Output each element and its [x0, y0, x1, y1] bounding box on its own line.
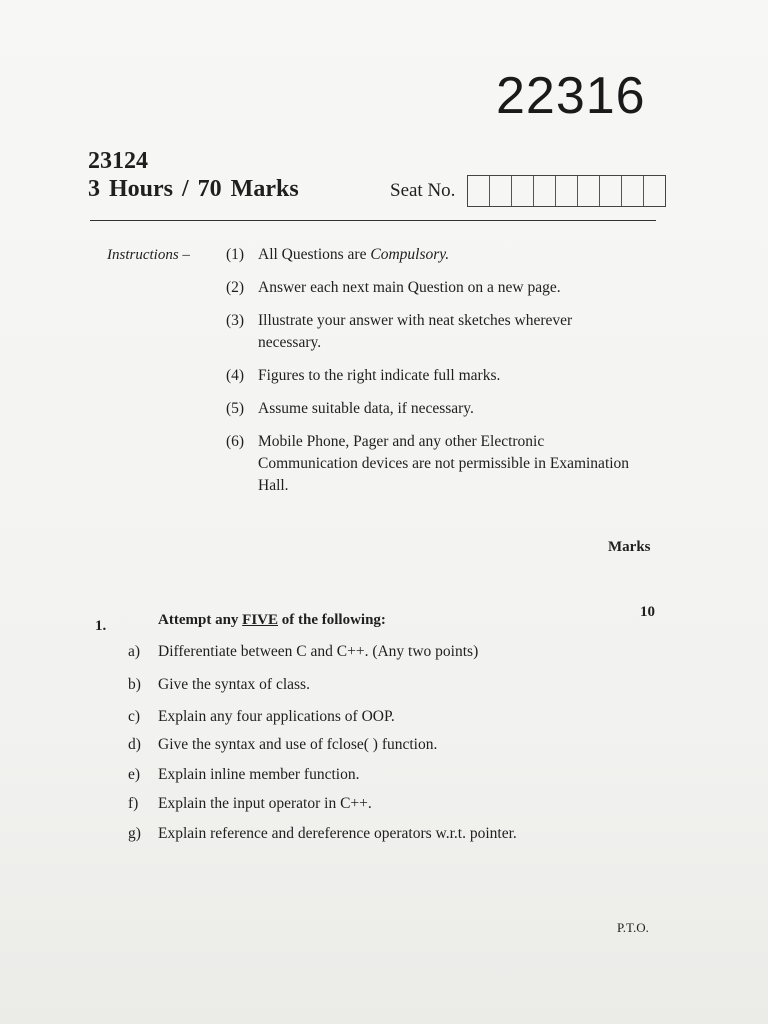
- sub-question: [128, 643, 478, 661]
- question-title-post: of the following:: [278, 612, 386, 628]
- sub-question-text: Explain reference and dereference operators w.r.t. pointer.: [158, 825, 517, 842]
- seat-number-boxes[interactable]: [467, 175, 666, 207]
- sub-question-text: Explain the input operator in C++.: [158, 795, 372, 812]
- question-title-emphasis: FIVE: [242, 612, 278, 628]
- instruction-number: (5): [226, 400, 245, 417]
- instruction-item: [226, 365, 638, 387]
- seat-box[interactable]: [490, 176, 512, 206]
- sub-question-text: Explain any four applications of OOP.: [158, 708, 395, 725]
- question-number: 1.: [95, 618, 107, 634]
- instruction-number: (2): [226, 279, 245, 296]
- seat-box[interactable]: [600, 176, 622, 206]
- sub-question-text: Explain inline member function.: [158, 766, 360, 783]
- instruction-text: Assume suitable data, if necessary.: [258, 400, 474, 417]
- seat-box[interactable]: [556, 176, 578, 206]
- paper-code: 22316: [496, 67, 646, 125]
- question-title-pre: Attempt any: [158, 612, 243, 628]
- sub-question-label: d): [128, 736, 141, 753]
- sub-question: [128, 795, 372, 813]
- sub-question: [128, 766, 359, 784]
- sub-question: [128, 676, 310, 694]
- sub-question-text: Give the syntax of class.: [158, 676, 310, 693]
- subject-code: 23124: [88, 148, 148, 174]
- sub-question-text: Differentiate between C and C++. (Any two points): [158, 643, 479, 660]
- instruction-number: (3): [226, 312, 245, 329]
- question-title: [158, 612, 386, 629]
- seat-box[interactable]: [644, 176, 665, 206]
- sub-question: [128, 708, 395, 726]
- seat-box[interactable]: [534, 176, 556, 206]
- seat-box[interactable]: [622, 176, 644, 206]
- instruction-item: [226, 431, 638, 497]
- instruction-text: Mobile Phone, Pager and any other Electronic Communication devices are not permissible in Examination Hall.: [258, 433, 630, 494]
- seat-number-label: Seat No.: [390, 180, 456, 201]
- instruction-number: (6): [226, 433, 245, 450]
- duration-marks: 3 Hours / 70 Marks: [88, 176, 299, 202]
- instruction-item: [226, 310, 638, 354]
- instruction-text: All Questions are: [258, 246, 371, 263]
- sub-question-label: e): [128, 766, 141, 783]
- instruction-text: Answer each next main Question on a new page.: [258, 279, 561, 296]
- sub-question-label: c): [128, 708, 141, 725]
- instruction-item: [226, 244, 638, 266]
- instruction-emphasis: Compulsory.: [370, 246, 450, 263]
- sub-question: [128, 736, 437, 754]
- instruction-text: Illustrate your answer with neat sketches wherever necessary.: [258, 312, 573, 351]
- sub-question-text: Give the syntax and use of fclose( ) function.: [158, 736, 438, 753]
- instructions-label: Instructions –: [107, 247, 190, 263]
- header-divider: [90, 220, 656, 221]
- instruction-number: (4): [226, 367, 245, 384]
- sub-question-label: a): [128, 643, 141, 660]
- question-marks: 10: [640, 604, 655, 620]
- sub-question-label: g): [128, 825, 141, 842]
- instruction-text: Figures to the right indicate full marks.: [258, 367, 501, 384]
- instruction-item: [226, 398, 638, 420]
- instruction-number: (1): [226, 246, 245, 263]
- seat-box[interactable]: [468, 176, 490, 206]
- seat-box[interactable]: [578, 176, 600, 206]
- sub-question-label: f): [128, 795, 139, 812]
- please-turn-over: P.T.O.: [617, 920, 649, 935]
- marks-column-header: Marks: [608, 539, 651, 555]
- instruction-item: [226, 277, 638, 299]
- seat-box[interactable]: [512, 176, 534, 206]
- sub-question: [128, 825, 517, 843]
- sub-question-label: b): [128, 676, 141, 693]
